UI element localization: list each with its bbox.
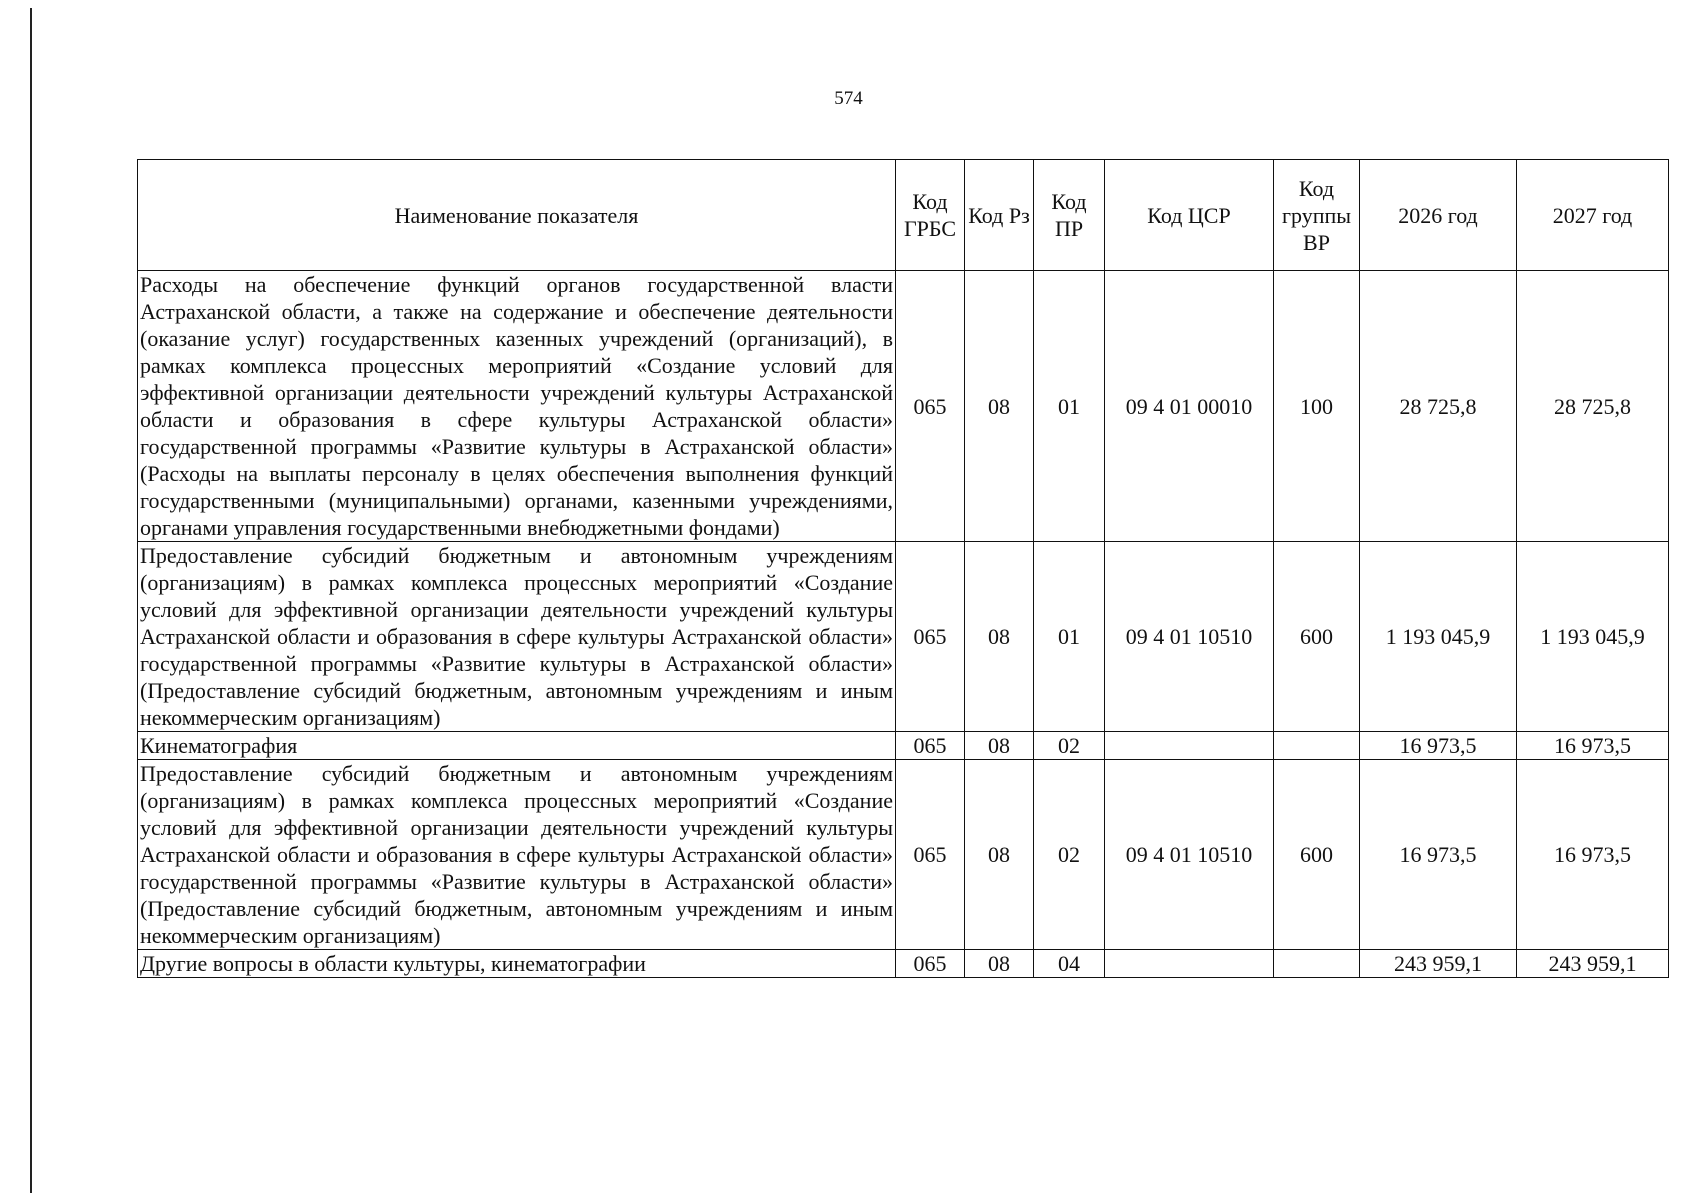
header-name: Наименование показателя xyxy=(138,160,896,271)
row-pr: 04 xyxy=(1034,950,1105,978)
row-pr: 01 xyxy=(1034,542,1105,732)
row-grbs: 065 xyxy=(896,732,965,760)
row-2027: 16 973,5 xyxy=(1517,732,1669,760)
row-pr: 02 xyxy=(1034,760,1105,950)
row-vr xyxy=(1274,950,1360,978)
row-2027: 28 725,8 xyxy=(1517,271,1669,542)
row-name: Предоставление субсидий бюджетным и автономным учреждениям (организациям) в рамках комплекса процессных мероприятий «Создание условий для эффективной организации деятельности учреждений культуры Астраханской области и образования в сфере культуры Астраханской области» государственной программы «Развитие культуры в Астраханской области» (Предоставление субсидий бюджетным, автономным учреждениям и иным некоммерческим организациям) xyxy=(138,542,896,732)
header-rz: Код Рз xyxy=(965,160,1034,271)
row-2026: 28 725,8 xyxy=(1360,271,1517,542)
row-vr: 100 xyxy=(1274,271,1360,542)
budget-table xyxy=(137,159,1669,978)
table-header-row xyxy=(138,160,1669,271)
row-rz: 08 xyxy=(965,950,1034,978)
row-rz: 08 xyxy=(965,760,1034,950)
header-csr: Код ЦСР xyxy=(1105,160,1274,271)
row-name: Другие вопросы в области культуры, кинематографии xyxy=(138,950,896,978)
header-vr: Код группы ВР xyxy=(1274,160,1360,271)
row-pr: 01 xyxy=(1034,271,1105,542)
row-grbs: 065 xyxy=(896,950,965,978)
row-rz: 08 xyxy=(965,732,1034,760)
row-csr: 09 4 01 10510 xyxy=(1105,760,1274,950)
row-2027: 1 193 045,9 xyxy=(1517,542,1669,732)
row-csr xyxy=(1105,732,1274,760)
row-name: Кинематография xyxy=(138,732,896,760)
row-csr: 09 4 01 10510 xyxy=(1105,542,1274,732)
header-2027: 2027 год xyxy=(1517,160,1669,271)
row-csr: 09 4 01 00010 xyxy=(1105,271,1274,542)
row-name: Предоставление субсидий бюджетным и автономным учреждениям (организациям) в рамках комплекса процессных мероприятий «Создание условий для эффективной организации деятельности учреждений культуры Астраханской области и образования в сфере культуры Астраханской области» государственной программы «Развитие культуры в Астраханской области» (Предоставление субсидий бюджетным, автономным учреждениям и иным некоммерческим организациям) xyxy=(138,760,896,950)
scan-edge-line xyxy=(30,8,32,1193)
page-number: 574 xyxy=(834,88,863,109)
row-name: Расходы на обеспечение функций органов государственной власти Астраханской области, а также на содержание и обеспечение деятельности (оказание услуг) государственных казенных учреждений (организаций), в рамках комплекса процессных мероприятий «Создание условий для эффективной организации деятельности учреждений культуры Астраханской области и образования в сфере культуры Астраханской области» государственной программы «Развитие культуры в Астраханской области» (Расходы на выплаты персоналу в целях обеспечения выполнения функций государственными (муниципальными) органами, казенными учреждениями, органами управления государственными внебюджетными фондами) xyxy=(138,271,896,542)
header-2026: 2026 год xyxy=(1360,160,1517,271)
row-2027: 16 973,5 xyxy=(1517,760,1669,950)
row-pr: 02 xyxy=(1034,732,1105,760)
header-grbs: Код ГРБС xyxy=(896,160,965,271)
table-row xyxy=(138,542,1669,732)
table-row-section xyxy=(138,950,1669,978)
table-row-section xyxy=(138,732,1669,760)
row-2027: 243 959,1 xyxy=(1517,950,1669,978)
row-vr: 600 xyxy=(1274,542,1360,732)
row-grbs: 065 xyxy=(896,760,965,950)
row-2026: 243 959,1 xyxy=(1360,950,1517,978)
row-grbs: 065 xyxy=(896,271,965,542)
row-csr xyxy=(1105,950,1274,978)
row-2026: 1 193 045,9 xyxy=(1360,542,1517,732)
table-row xyxy=(138,271,1669,542)
row-rz: 08 xyxy=(965,271,1034,542)
row-grbs: 065 xyxy=(896,542,965,732)
row-2026: 16 973,5 xyxy=(1360,732,1517,760)
row-vr: 600 xyxy=(1274,760,1360,950)
table-row xyxy=(138,760,1669,950)
row-vr xyxy=(1274,732,1360,760)
row-2026: 16 973,5 xyxy=(1360,760,1517,950)
row-rz: 08 xyxy=(965,542,1034,732)
header-pr: Код ПР xyxy=(1034,160,1105,271)
